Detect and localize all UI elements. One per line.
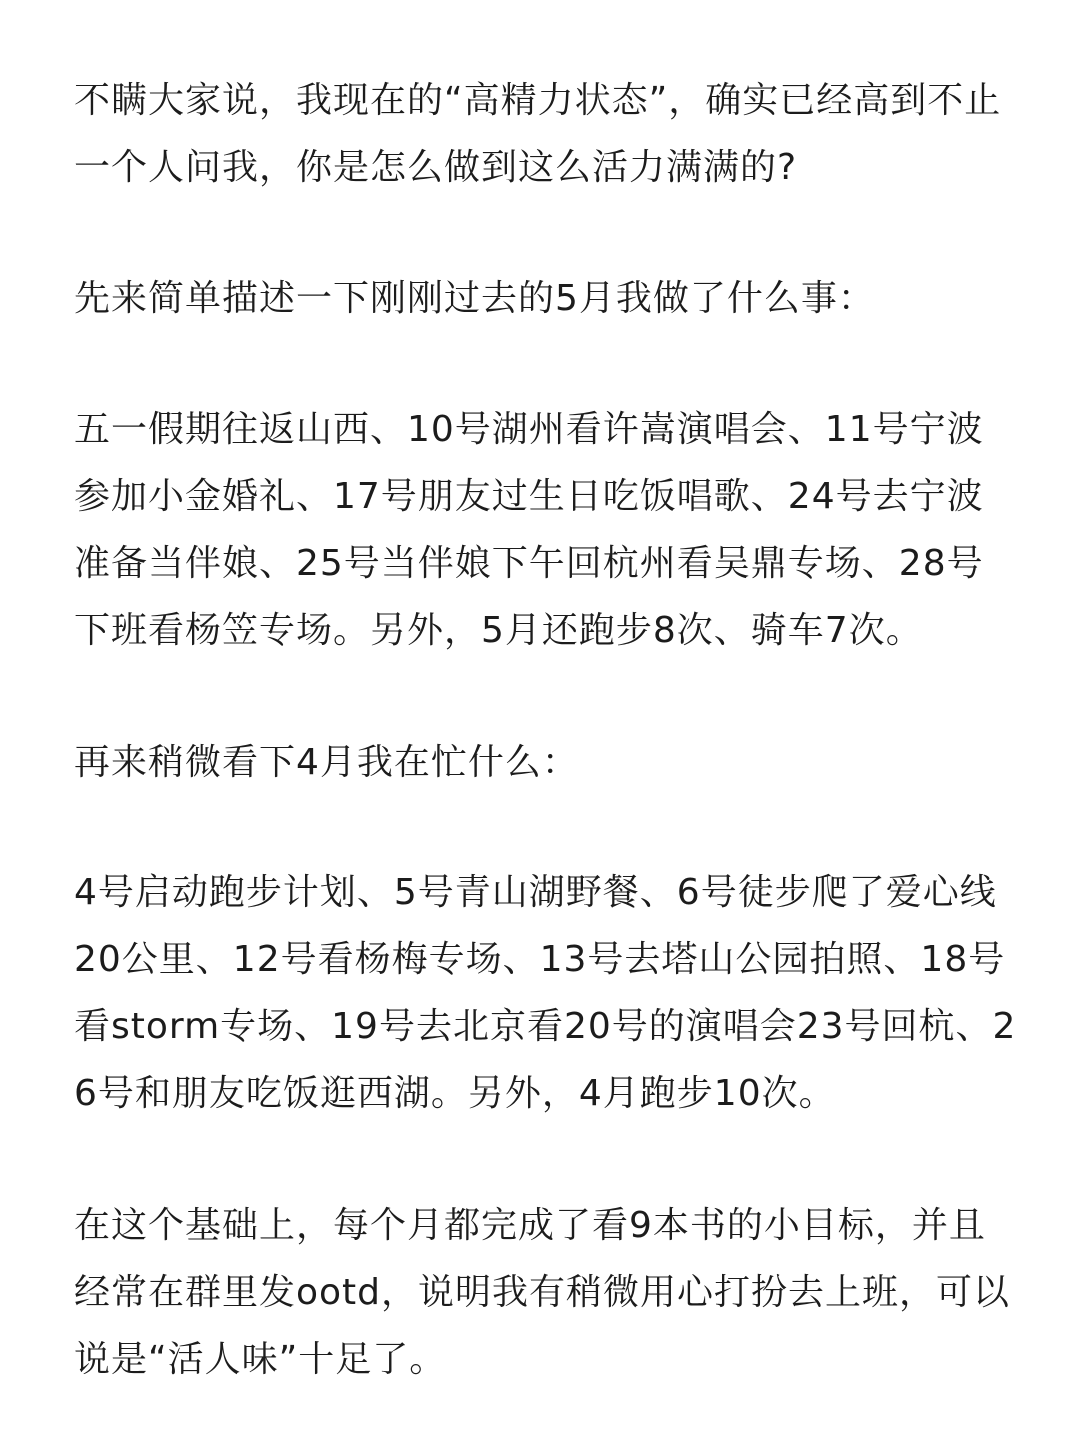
- paragraph-april-activities: 4号启动跑步计划、5号青山湖野餐、6号徒步爬了爱心线20公里、12号看杨梅专场、13号去塔山公园拍照、18号看storm专场、19号去北京看20号的演唱会23号回杭、26号和朋友吃饭逛西湖。另外，4月跑步10次。: [74, 872, 1017, 1114]
- paragraph-april-heading: 再来稍微看下4月我在忙什么：: [74, 742, 579, 783]
- paragraph-may-activities: 五一假期往返山西、10号湖州看许嵩演唱会、11号宁波参加小金婚礼、17号朋友过生日吃饭唱歌、24号去宁波准备当伴娘、25号当伴娘下午回杭州看吴鼎专场、28号下班看杨笠专场。另外，5月还跑步8次、骑车7次。: [74, 409, 984, 651]
- paragraph-may-heading: 先来简单描述一下刚刚过去的5月我做了什么事：: [74, 278, 875, 319]
- paragraph-conclusion: 在这个基础上，每个月都完成了看9本书的小目标，并且经常在群里发ootd，说明我有稍微用心打扮去上班，可以说是“活人味”十足了。: [74, 1205, 1011, 1380]
- paragraph-intro: 不瞒大家说，我现在的“高精力状态”，确实已经高到不止一个人问我，你是怎么做到这么活力满满的?: [74, 80, 1002, 188]
